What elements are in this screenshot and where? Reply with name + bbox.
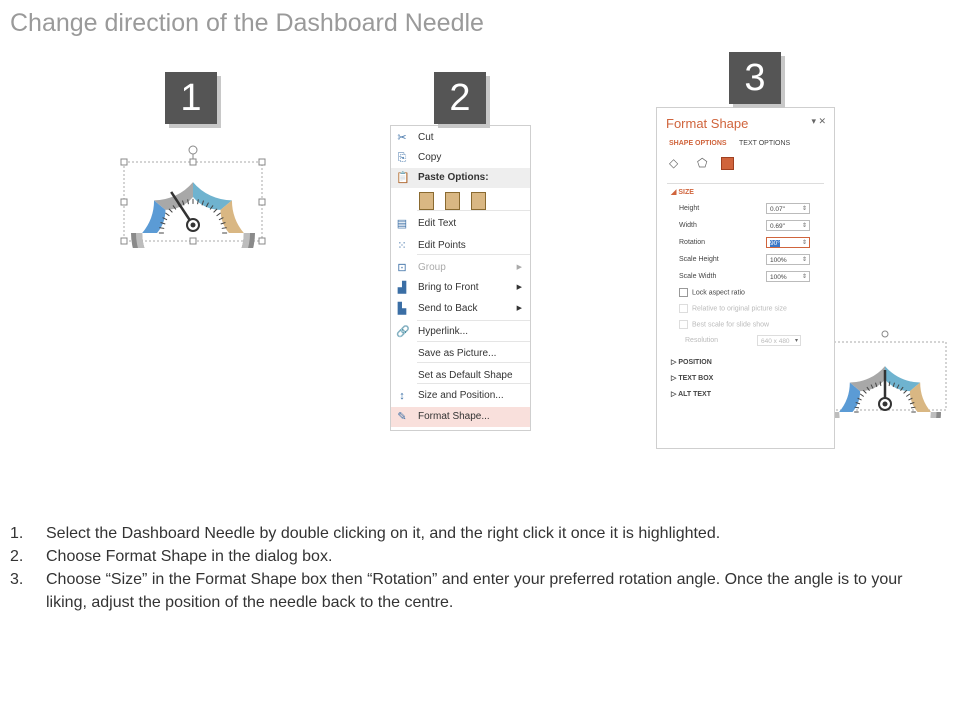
copy-icon: ⎘ — [397, 152, 407, 164]
spinner-icon[interactable]: ⇕ — [801, 240, 807, 246]
field-height-input[interactable] — [766, 203, 810, 214]
resize-handle — [190, 159, 196, 165]
group-icon: ⊡ — [397, 262, 407, 274]
spinner-icon[interactable]: ⇕ — [801, 257, 807, 263]
instruction-item — [10, 568, 930, 614]
resize-handle — [259, 199, 265, 205]
checkbox-label: Relative to original picture size — [692, 305, 787, 313]
instruction-item — [10, 522, 930, 545]
resize-handle — [121, 159, 127, 165]
field-label: Height — [679, 205, 700, 212]
paste-keep-formatting-icon[interactable] — [419, 192, 434, 210]
item-text: Select the Dashboard Needle by double clicking on it, and the right click it once it is highlighted. — [46, 525, 721, 542]
alt-text-section[interactable]: ▷ ALT TEXT — [671, 391, 711, 398]
resolution-label: Resolution — [685, 337, 719, 344]
rotate-handle-icon[interactable] — [882, 331, 888, 337]
menu-item-label: Send to Back — [418, 303, 478, 314]
menu-item-size-and-position[interactable] — [391, 386, 530, 406]
relative-size-checkbox — [679, 304, 787, 313]
resize-handle — [121, 199, 127, 205]
menu-item-format-shape[interactable] — [391, 407, 530, 427]
divider — [667, 183, 824, 184]
instructions-list — [10, 522, 930, 614]
menu-item-label: Set as Default Shape — [418, 370, 513, 381]
menu-item-label: Copy — [418, 152, 442, 163]
section-label: TEXT BOX — [678, 375, 714, 382]
field-width-input[interactable] — [766, 220, 810, 231]
section-label: POSITION — [678, 359, 712, 366]
field-value: 100% — [770, 257, 787, 264]
menu-item-label: Cut — [418, 132, 434, 143]
field-label: Scale Width — [679, 273, 717, 280]
resize-handle — [190, 238, 196, 244]
menu-item-copy[interactable] — [391, 148, 530, 168]
submenu-arrow-icon: ▶ — [516, 305, 522, 312]
field-scale-height-input[interactable] — [766, 254, 810, 265]
menu-item-label: Size and Position... — [418, 390, 504, 401]
menu-item-cut[interactable] — [391, 128, 530, 148]
menu-item-label: Format Shape... — [418, 411, 490, 422]
size-properties-icon[interactable] — [721, 157, 734, 170]
panel-title: Format Shape — [666, 116, 749, 131]
item-text: Choose “Size” in the Format Shape box then “Rotation” and enter your preferred rotation angle. Once the angle is to your liking, adjust the position of the needle back to the centre. — [46, 571, 903, 611]
checkbox-label: Best scale for slide show — [692, 321, 770, 329]
item-number: 1. — [10, 525, 24, 542]
fill-line-icon[interactable]: ◇ — [669, 156, 679, 170]
menu-item-save-as-picture[interactable] — [391, 344, 530, 364]
resize-handle — [259, 159, 265, 165]
resolution-select: 640 x 480 ▾ — [757, 335, 801, 346]
menu-separator — [417, 341, 530, 342]
effects-icon[interactable]: ⬠ — [697, 156, 708, 170]
menu-item-hyperlink[interactable] — [391, 322, 530, 342]
field-label: Scale Height — [679, 256, 719, 263]
menu-item-paste-options — [391, 168, 530, 188]
tab-shape-options[interactable]: SHAPE OPTIONS — [669, 140, 727, 147]
resolution-value: 640 x 480 — [761, 338, 790, 345]
step-badge-3: 3 — [729, 52, 781, 104]
menu-item-edit-text[interactable] — [391, 214, 530, 234]
gauge-tick — [217, 213, 221, 216]
send-to-back-icon: ▙ — [397, 303, 407, 315]
field-label: Rotation — [679, 239, 706, 246]
menu-separator — [417, 210, 530, 211]
field-value: 0.69" — [770, 223, 785, 230]
item-number: 2. — [10, 548, 24, 565]
field-label: Width — [679, 222, 697, 229]
resize-handle — [259, 238, 265, 244]
checkbox-label: Lock aspect ratio — [692, 289, 745, 297]
best-scale-checkbox — [679, 320, 769, 329]
field-value: 90° — [770, 240, 780, 247]
field-value: 100% — [770, 274, 787, 281]
panel-close-icon[interactable]: ▾ ✕ — [811, 116, 826, 126]
gauge-hub-center — [883, 402, 888, 407]
hyperlink-icon: 🔗 — [396, 326, 410, 338]
menu-separator — [417, 362, 530, 363]
size-position-icon: ↕ — [399, 390, 405, 402]
field-scale-width-input[interactable] — [766, 271, 810, 282]
tab-text-options[interactable]: TEXT OPTIONS — [739, 140, 791, 147]
menu-item-group — [391, 258, 530, 278]
menu-item-label: Hyperlink... — [418, 326, 469, 337]
menu-item-label: Edit Text — [418, 218, 457, 229]
gauge-ring-highlight — [833, 412, 936, 418]
paste-picture-format-icon[interactable] — [445, 192, 460, 210]
menu-item-edit-points[interactable] — [391, 236, 530, 256]
dashboard-gauge-selected[interactable] — [118, 138, 268, 248]
item-text: Choose Format Shape in the dialog box. — [46, 548, 333, 565]
spinner-icon[interactable]: ⇕ — [801, 274, 807, 280]
gauge-tick — [911, 407, 915, 408]
format-shape-icon: ✎ — [397, 411, 407, 423]
text-box-section[interactable]: ▷ TEXT BOX — [671, 375, 714, 382]
step-badge-1: 1 — [165, 72, 217, 124]
menu-separator — [417, 383, 530, 384]
gauge-outer-ring — [829, 412, 941, 418]
bring-to-front-icon: ▟ — [397, 282, 407, 294]
edit-points-icon: ⁙ — [397, 240, 407, 252]
field-value: 0.07" — [770, 206, 785, 213]
paste-picture-icon[interactable] — [471, 192, 486, 210]
menu-item-bring-to-front[interactable] — [391, 278, 530, 298]
submenu-arrow-icon: ▶ — [516, 264, 522, 271]
dashboard-gauge-rotated[interactable] — [820, 328, 952, 418]
menu-item-label: Edit Points — [418, 240, 466, 251]
spinner-icon[interactable]: ⇕ — [801, 223, 807, 229]
submenu-arrow-icon: ▶ — [516, 284, 522, 291]
gauge-tick — [889, 382, 890, 386]
menu-item-send-to-back[interactable] — [391, 299, 530, 319]
field-rotation-input[interactable] — [766, 237, 810, 248]
section-label: ALT TEXT — [678, 391, 711, 398]
edit-text-icon: ▤ — [396, 218, 408, 230]
gauge-tick — [880, 382, 881, 386]
gauge-tick — [165, 213, 169, 216]
size-section-header[interactable]: ◢ SIZE — [671, 189, 694, 196]
lock-aspect-checkbox[interactable] — [679, 288, 745, 297]
scissors-icon: ✂ — [397, 132, 407, 144]
size-section-label: SIZE — [678, 189, 694, 196]
gauge-tick — [855, 407, 859, 408]
gauge-tick — [860, 394, 864, 397]
menu-item-label: Paste Options: — [418, 172, 489, 183]
item-number: 3. — [10, 571, 24, 588]
rotate-handle-icon — [189, 146, 197, 154]
resize-handle — [121, 238, 127, 244]
gauge-hub-center — [191, 223, 196, 228]
menu-item-label: Save as Picture... — [418, 348, 497, 359]
menu-separator — [417, 254, 530, 255]
format-shape-panel — [656, 107, 835, 449]
position-section[interactable]: ▷ POSITION — [671, 359, 712, 366]
paste-icon: 📋 — [396, 172, 410, 184]
instruction-item — [10, 545, 930, 568]
step-badge-2: 2 — [434, 72, 486, 124]
menu-separator — [417, 320, 530, 321]
menu-item-label: Bring to Front — [418, 282, 479, 293]
menu-item-label: Group — [418, 262, 446, 273]
spinner-icon[interactable]: ⇕ — [801, 206, 807, 212]
gauge-tick — [906, 394, 910, 397]
context-menu — [390, 125, 531, 431]
page-title: Change direction of the Dashboard Needle — [10, 9, 484, 37]
